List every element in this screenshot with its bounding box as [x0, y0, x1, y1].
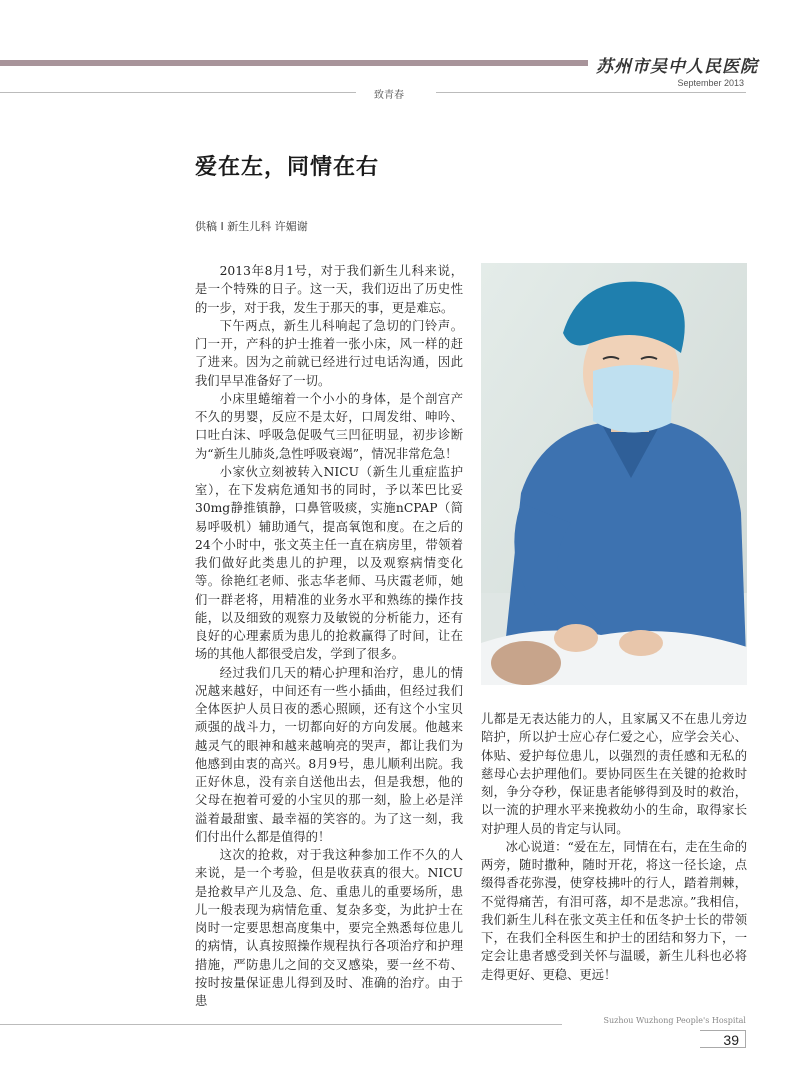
hospital-name: 苏州市吴中人民医院 [596, 57, 758, 77]
paragraph: 小家伙立刻被转入NICU（新生儿重症监护室），在下发病危通知书的同时，予以苯巴比妥30mg静推镇静，口鼻管吸痰，实施nCPAP（简易呼吸机）辅助通气，提高氧饱和度。在之后的24个小时中，张文英主任一直在病房里，带领着我们做好此类患儿的护理，以及观察病情变化等。徐艳红老师、张志华老师、马庆霞老师，她们一群老将，用精准的业务水平和熟练的操作技能，以及细致的观察力及敏锐的分析能力，还有良好的心理素质为患儿的抢救赢得了时间，让在场的其他人都很受启发，学到了很多。 [195, 464, 463, 662]
header-rule-left [0, 92, 356, 93]
article-title: 爱在左，同情在右 [195, 155, 380, 180]
article-column-left [195, 262, 463, 1010]
paragraph: 儿都是无表达能力的人，且家属又不在患儿旁边陪护，所以护士应心存仁爱之心，应学会关心、体贴、爱护每位患儿，以强烈的责任感和无私的慈母心去护理他们。要协同医生在关键的抢救时刻，争分夺秒，保证患者能够得到及时的救治，以一流的护理水平来挽救幼小的生命，取得家长对护理人员的肯定与认同。 [481, 712, 747, 836]
header-decor-bar [0, 60, 588, 66]
page-number: 39 [700, 1030, 746, 1048]
section-label: 致青春 [374, 90, 404, 101]
header-rule-right [436, 92, 746, 93]
article-column-right [481, 710, 747, 984]
paragraph: 冰心说道：“爱在左，同情在右，走在生命的两旁，随时撒种，随时开花，将这一径长途，点缀得香花弥漫，使穿枝拂叶的行人，踏着荆棘，不觉得痛苦，有泪可落，却不是悲凉。”我相信，我们新生儿科在张文英主任和伍冬护士长的带领下，在我们全科医生和护士的团结和努力下，一定会让患者感受到关怀与温暖，新生儿科也必将走得更好、更稳、更远！ [481, 839, 747, 982]
paragraph: 小床里蜷缩着一个小小的身体，是个剖宫产不久的男婴，反应不是太好，口周发绀、呻吟、口吐白沫、呼吸急促吸气三凹征明显，初步诊断为“新生儿肺炎,急性呼吸衰竭”，情况非常危急！ [195, 391, 463, 461]
paragraph: 2013年8月1号，对于我们新生儿科来说，是一个特殊的日子。这一天，我们迈出了历史性的一步，对于我，发生于那天的事，更是难忘。 [195, 264, 463, 315]
paragraph: 经过我们几天的精心护理和治疗，患儿的情况越来越好，中间还有一些小插曲，但经过我们全体医护人员日夜的悉心照顾，还有这个小宝贝顽强的战斗力，一切都向好的方向发展。他越来越灵气的眼神和越来越响亮的哭声，都让我们为他感到由衷的高兴。8月9号，患儿顺利出院。我正好休息，没有亲自送他出去，但是我想，他的父母在抱着可爱的小宝贝的那一刻，脸上必是洋溢着最甜蜜、最幸福的笑容的。为了这一刻，我们付出什么都是值得的！ [195, 665, 463, 844]
article-byline: 供稿 I 新生儿科 许媚谢 [195, 220, 308, 233]
paragraph: 下午两点，新生儿科响起了急切的门铃声。门一开，产科的护士推着一张小床，风一样的赶了进来。因为之前就已经进行过电话沟通，因此我们早早准备好了一切。 [195, 318, 463, 388]
issue-date: September 2013 [677, 78, 744, 88]
paragraph: 这次的抢救，对于我这种参加工作不久的人来说，是一个考验，但是收获真的很大。NICU是抢救早产儿及急、危、重患儿的重要场所，患儿一般表现为病情危重、复杂多变，为此护士在岗时一定要思想高度集中，要完全熟悉每位患儿的病情，认真按照操作规程执行各项治疗和护理措施，严防患儿之间的交叉感染，要一丝不苟、按时按量保证患儿得到及时、准确的治疗。由于患 [195, 848, 463, 1008]
nurse-photo [481, 263, 747, 685]
footer-rule [0, 1024, 562, 1025]
footer-hospital-en: Suzhou Wuzhong People's Hospital [603, 1016, 746, 1025]
